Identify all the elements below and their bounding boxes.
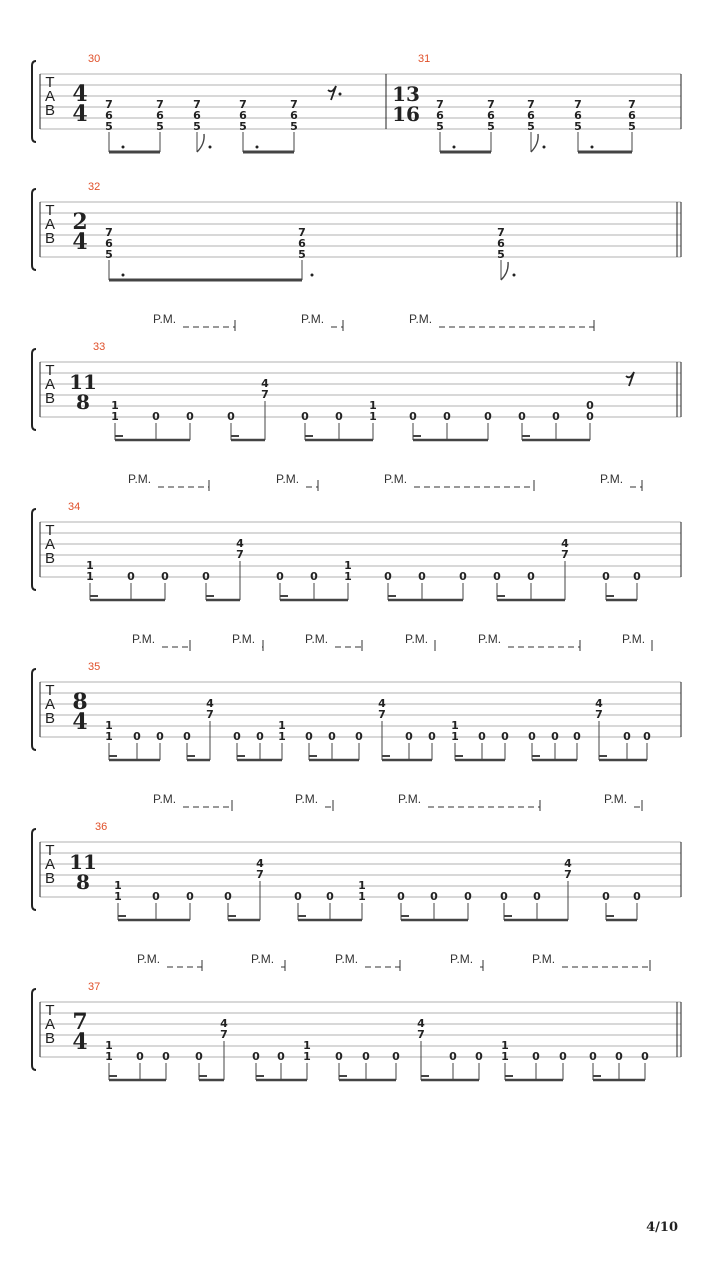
palm-mute-label: P.M. xyxy=(600,472,624,486)
tab-letter-b: B xyxy=(44,102,56,119)
fret-number: 4 xyxy=(220,1017,228,1030)
fret-number: 6 xyxy=(497,237,505,250)
fret-number: 7 xyxy=(436,98,444,111)
fret-number: 0 xyxy=(586,410,594,423)
fret-number: 0 xyxy=(602,570,610,583)
palm-mute-label: P.M. xyxy=(137,952,161,966)
fret-number: 6 xyxy=(193,109,201,122)
fret-number: 6 xyxy=(290,109,298,122)
fret-number: 4 xyxy=(561,537,569,550)
time-signature-bottom: 8 xyxy=(76,390,90,414)
fret-number: 0 xyxy=(493,570,501,583)
palm-mute-label: P.M. xyxy=(295,792,319,806)
palm-mute-label: P.M. xyxy=(335,952,359,966)
tab-system-3 xyxy=(32,312,681,440)
fret-number: 6 xyxy=(105,109,113,122)
fret-number: 0 xyxy=(643,730,651,743)
fret-number: 6 xyxy=(105,237,113,250)
time-signature-bottom: 4 xyxy=(72,229,88,255)
dot xyxy=(311,274,314,277)
fret-number: 7 xyxy=(564,868,572,881)
dot xyxy=(453,146,456,149)
fret-number: 1 xyxy=(303,1039,311,1052)
fret-number: 0 xyxy=(301,410,309,423)
fret-number: 7 xyxy=(298,226,306,239)
fret-number: 6 xyxy=(574,109,582,122)
note-flag xyxy=(197,134,204,152)
fret-number: 7 xyxy=(105,98,113,111)
fret-number: 7 xyxy=(497,226,505,239)
tab-system-4 xyxy=(32,472,681,600)
tab-letter-a: A xyxy=(44,216,56,233)
tab-letter-t: T xyxy=(45,842,55,859)
time-signature-bottom: 4 xyxy=(72,101,88,127)
fret-number: 0 xyxy=(224,890,232,903)
fret-number: 6 xyxy=(239,109,247,122)
fret-number: 0 xyxy=(392,1050,400,1063)
fret-number: 0 xyxy=(335,1050,343,1063)
fret-number: 0 xyxy=(478,730,486,743)
fret-number: 0 xyxy=(252,1050,260,1063)
fret-number: 0 xyxy=(528,730,536,743)
fret-number: 6 xyxy=(156,109,164,122)
fret-number: 0 xyxy=(573,730,581,743)
fret-number: 0 xyxy=(133,730,141,743)
tab-letter-t: T xyxy=(45,74,55,91)
fret-number: 7 xyxy=(261,388,269,401)
fret-number: 1 xyxy=(303,1050,311,1063)
tab-letter-b: B xyxy=(44,870,56,887)
time-signature-bottom: 16 xyxy=(392,102,420,126)
fret-number: 6 xyxy=(527,109,535,122)
fret-number: 0 xyxy=(527,570,535,583)
system-brace xyxy=(32,829,36,910)
fret-number: 1 xyxy=(369,399,377,412)
time-signature-bottom: 4 xyxy=(72,709,88,735)
fret-number: 0 xyxy=(586,399,594,412)
fret-number: 1 xyxy=(105,1039,113,1052)
fret-number: 1 xyxy=(278,719,286,732)
palm-mute-label: P.M. xyxy=(398,792,422,806)
fret-number: 0 xyxy=(459,570,467,583)
tab-letter-b: B xyxy=(44,230,56,247)
measure-number: 33 xyxy=(93,341,106,353)
tab-letter-a: A xyxy=(44,536,56,553)
fret-number: 0 xyxy=(305,730,313,743)
tab-letter-a: A xyxy=(44,1016,56,1033)
measure-number: 37 xyxy=(88,981,101,993)
palm-mute-label: P.M. xyxy=(478,632,502,646)
fret-number: 0 xyxy=(384,570,392,583)
eighth-rest xyxy=(328,86,336,100)
fret-number: 0 xyxy=(397,890,405,903)
dot xyxy=(209,146,212,149)
fret-number: 0 xyxy=(518,410,526,423)
fret-number: 0 xyxy=(475,1050,483,1063)
fret-number: 1 xyxy=(344,559,352,572)
fret-number: 4 xyxy=(417,1017,425,1030)
fret-number: 7 xyxy=(256,868,264,881)
fret-number: 1 xyxy=(86,559,94,572)
fret-number: 0 xyxy=(127,570,135,583)
fret-number: 0 xyxy=(152,410,160,423)
fret-number: 1 xyxy=(114,890,122,903)
dot xyxy=(122,274,125,277)
fret-number: 0 xyxy=(533,890,541,903)
fret-number: 0 xyxy=(409,410,417,423)
tab-letter-t: T xyxy=(45,522,55,539)
tab-system-7 xyxy=(32,952,681,1080)
tab-letter-b: B xyxy=(44,1030,56,1047)
tab-letter-b: B xyxy=(44,390,56,407)
fret-number: 1 xyxy=(105,719,113,732)
fret-number: 1 xyxy=(105,730,113,743)
fret-number: 1 xyxy=(501,1050,509,1063)
fret-number: 6 xyxy=(436,109,444,122)
palm-mute-label: P.M. xyxy=(604,792,628,806)
fret-number: 4 xyxy=(236,537,244,550)
fret-number: 4 xyxy=(378,697,386,710)
fret-number: 0 xyxy=(227,410,235,423)
fret-number: 5 xyxy=(527,120,535,133)
palm-mute-label: P.M. xyxy=(622,632,646,646)
fret-number: 5 xyxy=(628,120,636,133)
time-signature-bottom: 4 xyxy=(72,1029,88,1055)
fret-number: 0 xyxy=(202,570,210,583)
system-brace xyxy=(32,61,36,142)
fret-number: 0 xyxy=(310,570,318,583)
fret-number: 6 xyxy=(628,109,636,122)
fret-number: 4 xyxy=(256,857,264,870)
dot xyxy=(256,146,259,149)
fret-number: 0 xyxy=(277,1050,285,1063)
fret-number: 6 xyxy=(487,109,495,122)
fret-number: 1 xyxy=(501,1039,509,1052)
fret-number: 0 xyxy=(633,570,641,583)
fret-number: 5 xyxy=(497,248,505,261)
tab-system-5 xyxy=(32,632,681,760)
fret-number: 0 xyxy=(449,1050,457,1063)
fret-number: 0 xyxy=(186,410,194,423)
fret-number: 1 xyxy=(278,730,286,743)
fret-number: 0 xyxy=(161,570,169,583)
measure-number: 36 xyxy=(95,821,108,833)
measure-number: 34 xyxy=(68,501,81,513)
fret-number: 5 xyxy=(193,120,201,133)
system-brace xyxy=(32,349,36,430)
fret-number: 0 xyxy=(464,890,472,903)
tab-system-2 xyxy=(32,181,681,280)
fret-number: 5 xyxy=(290,120,298,133)
fret-number: 1 xyxy=(86,570,94,583)
palm-mute-label: P.M. xyxy=(276,472,300,486)
fret-number: 7 xyxy=(574,98,582,111)
fret-number: 0 xyxy=(484,410,492,423)
fret-number: 5 xyxy=(105,120,113,133)
fret-number: 0 xyxy=(152,890,160,903)
fret-number: 0 xyxy=(328,730,336,743)
time-signature-top: 4 xyxy=(72,81,88,107)
fret-number: 7 xyxy=(236,548,244,561)
note-flag xyxy=(501,262,508,280)
time-signature-top: 2 xyxy=(72,209,88,235)
tab-system-1 xyxy=(32,53,681,152)
fret-number: 7 xyxy=(595,708,603,721)
palm-mute-label: P.M. xyxy=(132,632,156,646)
fret-number: 0 xyxy=(552,410,560,423)
tab-letter-a: A xyxy=(44,88,56,105)
palm-mute-label: P.M. xyxy=(251,952,275,966)
system-brace xyxy=(32,509,36,590)
fret-number: 5 xyxy=(298,248,306,261)
fret-number: 5 xyxy=(156,120,164,133)
time-signature-top: 7 xyxy=(72,1009,88,1035)
fret-number: 0 xyxy=(532,1050,540,1063)
fret-number: 0 xyxy=(355,730,363,743)
time-signature-top: 11 xyxy=(69,370,97,394)
fret-number: 0 xyxy=(256,730,264,743)
fret-number: 6 xyxy=(298,237,306,250)
fret-number: 0 xyxy=(276,570,284,583)
fret-number: 0 xyxy=(602,890,610,903)
fret-number: 0 xyxy=(430,890,438,903)
fret-number: 4 xyxy=(261,377,269,390)
fret-number: 5 xyxy=(436,120,444,133)
tab-letter-t: T xyxy=(45,1002,55,1019)
fret-number: 0 xyxy=(186,890,194,903)
fret-number: 7 xyxy=(378,708,386,721)
time-signature-top: 8 xyxy=(72,689,88,715)
fret-number: 7 xyxy=(239,98,247,111)
fret-number: 5 xyxy=(105,248,113,261)
palm-mute-label: P.M. xyxy=(153,792,177,806)
tab-letter-b: B xyxy=(44,550,56,567)
dot xyxy=(591,146,594,149)
palm-mute-label: P.M. xyxy=(532,952,556,966)
fret-number: 0 xyxy=(418,570,426,583)
fret-number: 0 xyxy=(162,1050,170,1063)
fret-number: 5 xyxy=(574,120,582,133)
measure-number: 30 xyxy=(88,53,101,65)
fret-number: 0 xyxy=(428,730,436,743)
fret-number: 7 xyxy=(156,98,164,111)
fret-number: 1 xyxy=(369,410,377,423)
fret-number: 1 xyxy=(344,570,352,583)
tab-system-6 xyxy=(32,792,681,920)
tab-letter-a: A xyxy=(44,376,56,393)
measure-number: 32 xyxy=(88,181,101,193)
time-signature-bottom: 8 xyxy=(76,870,90,894)
fret-number: 0 xyxy=(195,1050,203,1063)
fret-number: 7 xyxy=(417,1028,425,1041)
fret-number: 0 xyxy=(501,730,509,743)
fret-number: 1 xyxy=(114,879,122,892)
system-brace xyxy=(32,669,36,750)
measure-number: 35 xyxy=(88,661,101,673)
fret-number: 0 xyxy=(294,890,302,903)
palm-mute-label: P.M. xyxy=(450,952,474,966)
palm-mute-label: P.M. xyxy=(232,632,256,646)
fret-number: 0 xyxy=(362,1050,370,1063)
fret-number: 0 xyxy=(559,1050,567,1063)
fret-number: 0 xyxy=(623,730,631,743)
fret-number: 7 xyxy=(220,1028,228,1041)
fret-number: 1 xyxy=(358,879,366,892)
system-brace xyxy=(32,989,36,1070)
tab-letter-a: A xyxy=(44,696,56,713)
dot xyxy=(513,274,516,277)
tab-letter-a: A xyxy=(44,856,56,873)
fret-number: 0 xyxy=(405,730,413,743)
fret-number: 4 xyxy=(564,857,572,870)
fret-number: 1 xyxy=(451,719,459,732)
fret-number: 7 xyxy=(628,98,636,111)
fret-number: 0 xyxy=(156,730,164,743)
fret-number: 5 xyxy=(239,120,247,133)
fret-number: 7 xyxy=(527,98,535,111)
fret-number: 0 xyxy=(633,890,641,903)
time-signature-top: 11 xyxy=(69,850,97,874)
fret-number: 5 xyxy=(487,120,495,133)
fret-number: 0 xyxy=(641,1050,649,1063)
palm-mute-label: P.M. xyxy=(409,312,433,326)
note-flag xyxy=(531,134,538,152)
measure-number: 31 xyxy=(418,53,431,65)
fret-number: 1 xyxy=(111,410,119,423)
fret-number: 0 xyxy=(335,410,343,423)
fret-number: 7 xyxy=(105,226,113,239)
fret-number: 0 xyxy=(326,890,334,903)
dot xyxy=(543,146,546,149)
time-signature-top: 13 xyxy=(392,82,420,106)
fret-number: 7 xyxy=(290,98,298,111)
page-number: 4/10 xyxy=(646,1220,678,1235)
fret-number: 4 xyxy=(595,697,603,710)
fret-number: 0 xyxy=(136,1050,144,1063)
tab-letter-t: T xyxy=(45,682,55,699)
palm-mute-label: P.M. xyxy=(128,472,152,486)
dot xyxy=(339,93,342,96)
fret-number: 1 xyxy=(358,890,366,903)
fret-number: 0 xyxy=(233,730,241,743)
palm-mute-label: P.M. xyxy=(301,312,325,326)
system-brace xyxy=(32,189,36,270)
tab-letter-t: T xyxy=(45,362,55,379)
fret-number: 0 xyxy=(443,410,451,423)
fret-number: 1 xyxy=(111,399,119,412)
fret-number: 7 xyxy=(193,98,201,111)
fret-number: 0 xyxy=(551,730,559,743)
fret-number: 0 xyxy=(500,890,508,903)
fret-number: 1 xyxy=(451,730,459,743)
fret-number: 0 xyxy=(615,1050,623,1063)
tab-letter-b: B xyxy=(44,710,56,727)
palm-mute-label: P.M. xyxy=(405,632,429,646)
fret-number: 1 xyxy=(105,1050,113,1063)
fret-number: 0 xyxy=(183,730,191,743)
palm-mute-label: P.M. xyxy=(384,472,408,486)
palm-mute-label: P.M. xyxy=(153,312,177,326)
dot xyxy=(122,146,125,149)
palm-mute-label: P.M. xyxy=(305,632,329,646)
fret-number: 0 xyxy=(589,1050,597,1063)
fret-number: 7 xyxy=(487,98,495,111)
fret-number: 4 xyxy=(206,697,214,710)
fret-number: 7 xyxy=(561,548,569,561)
tab-letter-t: T xyxy=(45,202,55,219)
fret-number: 7 xyxy=(206,708,214,721)
